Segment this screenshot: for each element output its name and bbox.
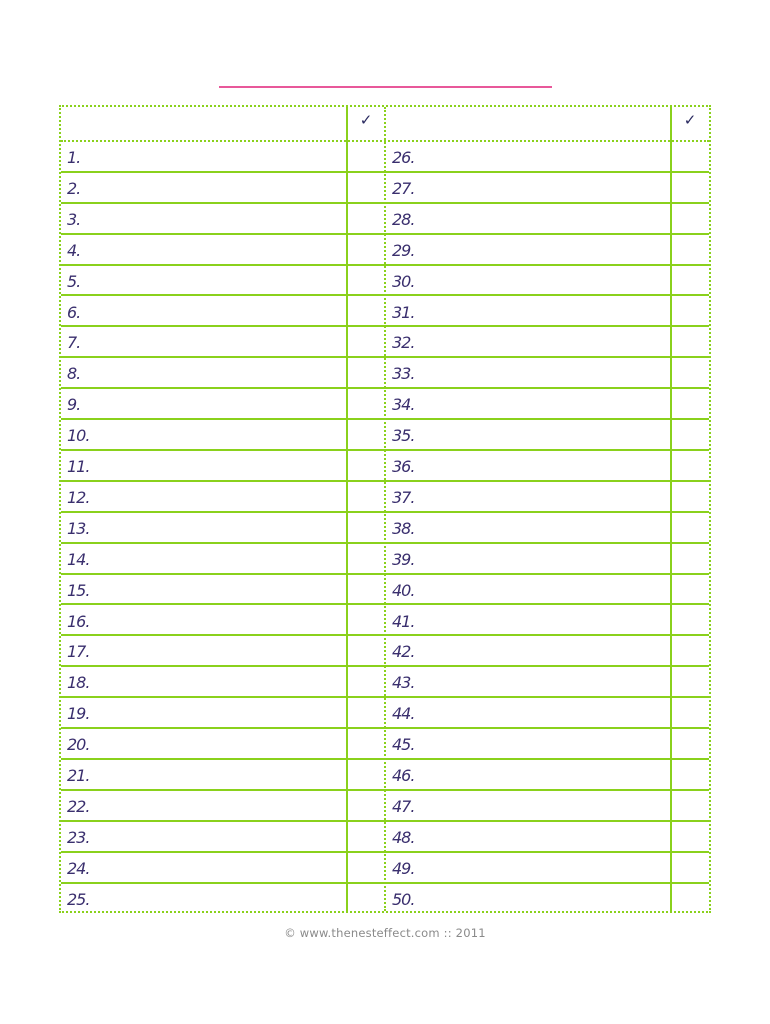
right-item-number: 31. [392, 302, 415, 322]
right-item-number: 34. [392, 395, 415, 415]
left-item-number: 4. [67, 240, 81, 260]
left-item-number: 6. [67, 302, 81, 322]
right-item-number: 35. [392, 426, 415, 446]
left-item-number: 11. [67, 457, 90, 476]
left-check-box[interactable] [348, 729, 384, 758]
left-check-box[interactable] [348, 884, 384, 915]
right-item-number: 28. [392, 209, 415, 229]
right-check-box[interactable] [672, 420, 709, 449]
right-check-box[interactable] [672, 297, 709, 326]
table-row [61, 297, 709, 328]
left-item-number: 15. [67, 580, 90, 600]
right-item-number: 39. [392, 549, 415, 569]
left-check-box[interactable] [348, 420, 384, 449]
left-check-box[interactable] [348, 667, 384, 696]
table-row [61, 389, 709, 420]
left-check-box[interactable] [348, 791, 384, 820]
table-row [61, 266, 709, 297]
right-check-box[interactable] [672, 544, 709, 573]
right-item-number: 42. [392, 642, 415, 662]
right-item-number: 27. [392, 178, 415, 198]
left-check-box[interactable] [348, 575, 384, 604]
right-check-box[interactable] [672, 760, 709, 789]
right-check-box[interactable] [672, 884, 709, 915]
right-item-number: 48. [392, 827, 415, 847]
left-item-number: 5. [67, 271, 81, 291]
left-check-box[interactable] [348, 513, 384, 542]
right-check-box[interactable] [672, 667, 709, 696]
left-item-number: 3. [67, 209, 81, 229]
left-check-box[interactable] [348, 204, 384, 233]
right-check-box[interactable] [672, 358, 709, 387]
left-check-box[interactable] [348, 822, 384, 851]
right-check-box[interactable] [672, 791, 709, 820]
left-check-box[interactable] [348, 235, 384, 264]
left-check-box[interactable] [348, 606, 384, 635]
right-item-number: 40. [392, 580, 415, 600]
left-item-number: 24. [67, 858, 90, 878]
left-check-box[interactable] [348, 698, 384, 727]
left-check-box[interactable] [348, 297, 384, 326]
right-item-number: 44. [392, 704, 415, 724]
table-row [61, 327, 709, 358]
right-check-box[interactable] [672, 389, 709, 418]
checklist-table [59, 105, 711, 913]
table-row [61, 606, 709, 637]
left-item-number: 2. [67, 178, 81, 198]
left-item-number: 17. [67, 642, 90, 662]
left-check-box[interactable] [348, 358, 384, 387]
right-check-box[interactable] [672, 513, 709, 542]
right-item-number: 36. [392, 457, 415, 476]
right-check-box[interactable] [672, 853, 709, 882]
right-item-number: 38. [392, 518, 415, 538]
right-item-number: 33. [392, 364, 415, 384]
right-check-box[interactable] [672, 142, 709, 171]
left-check-box[interactable] [348, 451, 384, 480]
right-check-box[interactable] [672, 636, 709, 665]
right-item-number: 29. [392, 240, 415, 260]
rows-container [61, 142, 709, 911]
table-row [61, 173, 709, 204]
right-item-number: 50. [392, 889, 415, 909]
left-item-number: 9. [67, 395, 81, 415]
table-row [61, 884, 709, 915]
left-check-box[interactable] [348, 142, 384, 171]
title-line [219, 86, 552, 88]
table-row [61, 235, 709, 266]
table-row [61, 667, 709, 698]
right-check-box[interactable] [672, 235, 709, 264]
right-item-number: 41. [392, 611, 415, 631]
left-item-number: 1. [67, 148, 81, 167]
left-item-number: 23. [67, 827, 90, 847]
table-row [61, 513, 709, 544]
left-check-box[interactable] [348, 636, 384, 665]
left-item-number: 16. [67, 611, 90, 631]
table-row [61, 575, 709, 606]
right-item-number: 30. [392, 271, 415, 291]
left-item-number: 14. [67, 549, 90, 569]
table-row [61, 204, 709, 235]
left-item-number: 12. [67, 487, 90, 507]
right-check-box[interactable] [672, 698, 709, 727]
right-check-box[interactable] [672, 327, 709, 356]
left-check-box[interactable] [348, 173, 384, 202]
left-check-header: ✓ [359, 111, 373, 129]
left-check-box[interactable] [348, 327, 384, 356]
table-row [61, 142, 709, 173]
right-item-number: 37. [392, 487, 415, 507]
left-item-number: 8. [67, 364, 81, 384]
right-item-number: 32. [392, 333, 415, 353]
table-row [61, 853, 709, 884]
left-item-number: 20. [67, 735, 90, 755]
right-check-box[interactable] [672, 606, 709, 635]
table-row [61, 698, 709, 729]
right-item-number: 47. [392, 796, 415, 816]
left-check-box[interactable] [348, 544, 384, 573]
left-item-number: 10. [67, 426, 90, 446]
right-item-number: 43. [392, 673, 415, 693]
table-row [61, 636, 709, 667]
table-row [61, 482, 709, 513]
table-row [61, 760, 709, 791]
right-check-box[interactable] [672, 482, 709, 511]
right-check-box[interactable] [672, 204, 709, 233]
left-check-box[interactable] [348, 760, 384, 789]
right-check-box[interactable] [672, 822, 709, 851]
left-item-number: 7. [67, 333, 81, 353]
right-check-header: ✓ [683, 111, 697, 129]
right-item-number: 26. [392, 148, 415, 167]
left-item-number: 21. [67, 766, 90, 785]
left-item-number: 13. [67, 518, 90, 538]
table-row [61, 822, 709, 853]
table-row [61, 791, 709, 822]
right-check-box[interactable] [672, 729, 709, 758]
left-check-box[interactable] [348, 482, 384, 511]
left-check-box[interactable] [348, 389, 384, 418]
table-row [61, 544, 709, 575]
left-item-number: 25. [67, 889, 90, 909]
table-row [61, 420, 709, 451]
right-check-box[interactable] [672, 266, 709, 295]
right-check-box[interactable] [672, 575, 709, 604]
table-row [61, 451, 709, 482]
footer-copyright: © www.thenesteffect.com :: 2011 [284, 926, 486, 940]
right-item-number: 49. [392, 858, 415, 878]
table-row [61, 729, 709, 760]
left-check-box[interactable] [348, 266, 384, 295]
right-item-number: 45. [392, 735, 415, 755]
left-check-box[interactable] [348, 853, 384, 882]
table-row [61, 358, 709, 389]
left-item-number: 22. [67, 796, 90, 816]
right-check-box[interactable] [672, 451, 709, 480]
right-check-box[interactable] [672, 173, 709, 202]
left-item-number: 18. [67, 673, 90, 693]
left-item-number: 19. [67, 704, 90, 724]
right-item-number: 46. [392, 766, 415, 785]
